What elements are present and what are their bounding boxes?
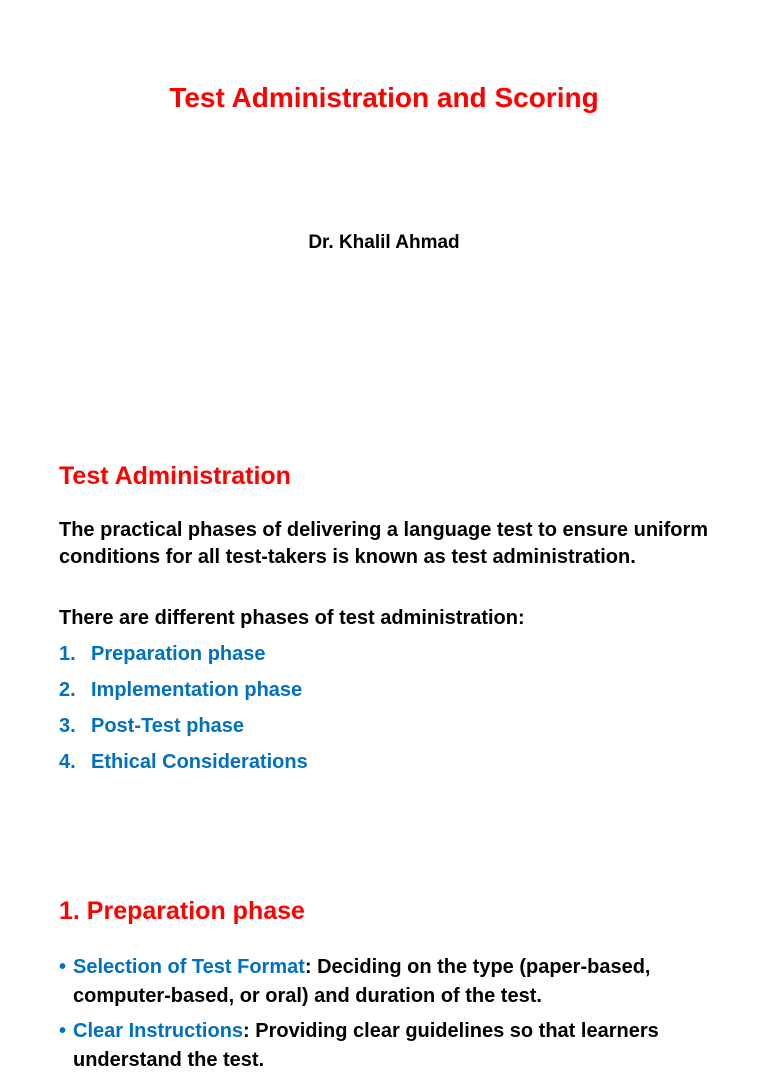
section-heading-preparation-phase: 1. Preparation phase (59, 897, 305, 925)
phase-label: Post-Test phase (91, 715, 244, 737)
slide-title: Test Administration and Scoring (169, 82, 599, 113)
bullet-item (59, 1017, 709, 1075)
phase-label: Ethical Considerations (91, 751, 308, 773)
phase-number: 1. (59, 643, 76, 665)
bullet-text: : Deciding on the type (paper-based, computer-based, or oral) and duration of the test. (73, 956, 651, 1007)
author-name: Dr. Khalil Ahmad (308, 232, 460, 253)
phase-item (59, 643, 308, 679)
bullet-term: Selection of Test Format (73, 956, 305, 978)
phase-item (59, 751, 308, 787)
bullet-icon: • (59, 1020, 67, 1042)
preparation-bullet-list (59, 953, 709, 1081)
phase-item (59, 715, 308, 751)
definition-paragraph: The practical phases of delivering a language test to ensure uniform conditions for all test-takers is known as test administration. (59, 519, 709, 568)
phase-item (59, 679, 308, 715)
phases-intro-text: There are different phases of test administration: (59, 607, 525, 629)
phase-number: 3. (59, 715, 76, 737)
phase-number: 2. (59, 679, 76, 701)
bullet-item (59, 953, 709, 1011)
phase-number: 4. (59, 751, 76, 773)
phase-label: Preparation phase (91, 643, 266, 665)
phase-list (59, 643, 308, 787)
bullet-text: : Providing clear guidelines so that learners understand the test. (73, 1020, 659, 1071)
phase-label: Implementation phase (91, 679, 303, 701)
section-heading-test-administration: Test Administration (59, 462, 291, 490)
bullet-icon: • (59, 956, 67, 978)
bullet-term: Clear Instructions (73, 1020, 244, 1042)
